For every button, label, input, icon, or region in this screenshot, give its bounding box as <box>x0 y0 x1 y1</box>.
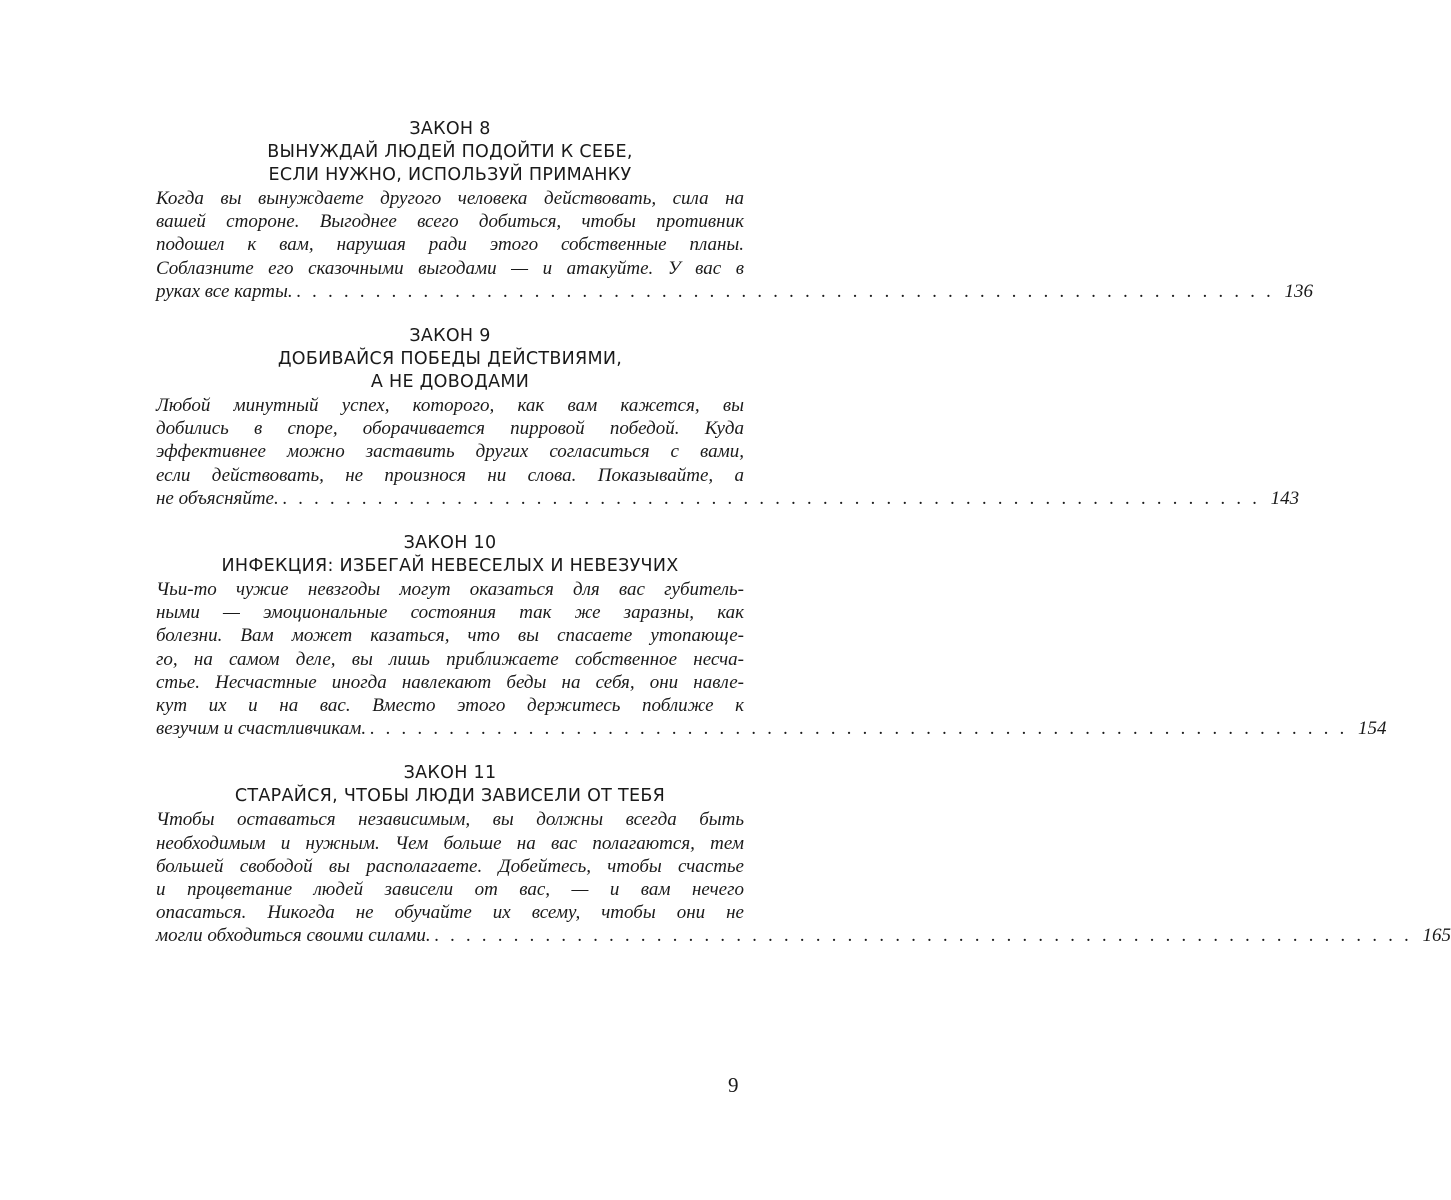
law-description <box>156 808 1451 947</box>
entry-page-number: 143 <box>1270 487 1300 509</box>
law-11-entry <box>156 762 1451 947</box>
description-line: стье. Несчастные иногда навлекают беды на себя, они навле- <box>156 671 744 693</box>
law-title: СТАРАЙСЯ, ЧТОБЫ ЛЮДИ ЗАВИСЕЛИ ОТ ТЕБЯ <box>234 786 666 807</box>
entry-page-number: 136 <box>1284 280 1314 302</box>
law-title: ЕСЛИ НУЖНО, ИСПОЛЬЗУЙ ПРИМАНКУ <box>268 165 632 185</box>
description-line: большей свободой вы располагаете. Добейтесь, чтобы счастье <box>156 855 744 877</box>
entry-page-number: 154 <box>1357 718 1387 740</box>
law-title: ВЫНУЖДАЙ ЛЮДЕЙ ПОДОЙТИ К СЕБЕ, <box>267 142 633 162</box>
description-line: кут их и на вас. Вместо этого держитесь поближе к <box>156 695 744 717</box>
law-8-entry <box>156 118 1314 303</box>
description-line: везучим и счастливчикам. <box>156 718 367 740</box>
law-number: ЗАКОН 9 <box>409 326 491 347</box>
description-last-line <box>156 717 1387 740</box>
description-line: и процветание людей зависели от вас, — и вам нечего <box>156 879 744 901</box>
description-line: не объясняйте. <box>156 487 279 509</box>
law-description <box>156 578 1387 740</box>
law-title: А НЕ ДОВОДАМИ <box>370 372 530 393</box>
description-line: необходимым и нужным. Чем больше на вас полагаются, тем <box>156 832 744 854</box>
description-line: подошел к вам, нарушая ради этого собственные планы. <box>156 234 744 256</box>
description-line: Соблазните его сказочными выгодами — и атакуйте. У вас в <box>156 257 744 279</box>
entry-page-number: 165 <box>1422 925 1451 947</box>
law-number: ЗАКОН 8 <box>409 119 491 139</box>
description-line: руках все карты. <box>156 280 293 302</box>
description-line: Чтобы оставаться независимым, вы должны всегда быть <box>156 809 744 831</box>
page-number: 9 <box>728 1073 739 1097</box>
description-line: добились в споре, оборачивается пирровой победой. Куда <box>156 418 744 440</box>
law-description <box>156 187 1314 303</box>
description-line: го, на самом деле, вы лишь приближаете собственное несча- <box>156 648 744 670</box>
law-number: ЗАКОН 10 <box>403 533 497 554</box>
description-line: эффективнее можно заставить других согласиться с вами, <box>156 441 744 463</box>
law-title: ДОБИВАЙСЯ ПОБЕДЫ ДЕЙСТВИЯМИ, <box>277 349 623 370</box>
law-description <box>156 394 1300 510</box>
description-last-line <box>156 280 1314 303</box>
description-last-line <box>156 924 1451 947</box>
leader-dots: . . . . . . . . . . . . . . . . . . . . . . . . . . . . . . . . . . . . . . . . . . . . . . . . . . . . . . . . . . . . . . <box>282 487 1261 509</box>
table-of-contents <box>156 118 1451 948</box>
description-line: болезни. Вам может казаться, что вы спасаете утопающе- <box>156 625 744 647</box>
description-line: опасаться. Никогда не обучайте их всему, чтобы они не <box>156 902 744 924</box>
leader-dots: . . . . . . . . . . . . . . . . . . . . . . . . . . . . . . . . . . . . . . . . . . . . . . . . . . . . . . . . . . . . . . <box>296 280 1275 302</box>
description-line: Когда вы вынуждаете другого человека действовать, сила на <box>156 188 744 209</box>
description-line: Чьи-то чужие невзгоды могут оказаться для вас губитель- <box>156 579 744 601</box>
description-line: ными — эмоциональные состояния так же заразны, как <box>156 602 744 624</box>
leader-dots: . . . . . . . . . . . . . . . . . . . . . . . . . . . . . . . . . . . . . . . . . . . . . . . . . . . . . . . . . . . . . . <box>370 718 1348 740</box>
description-last-line <box>156 487 1300 510</box>
law-title: ИНФЕКЦИЯ: ИЗБЕГАЙ НЕВЕСЕЛЫХ И НЕВЕЗУЧИХ <box>221 556 679 577</box>
description-line: могли обходиться своими силами. <box>156 925 431 947</box>
description-line: Любой минутный успех, которого, как вам кажется, вы <box>156 395 744 417</box>
description-line: вашей стороне. Выгоднее всего добиться, чтобы противник <box>156 211 744 233</box>
description-line: если действовать, не произнося ни слова. Показывайте, а <box>156 464 744 486</box>
law-10-entry <box>156 532 1387 740</box>
law-number: ЗАКОН 11 <box>403 763 497 784</box>
leader-dots: . . . . . . . . . . . . . . . . . . . . . . . . . . . . . . . . . . . . . . . . . . . . . . . . . . . . . . . . . . . . . . <box>434 925 1413 947</box>
law-9-entry <box>156 325 1300 510</box>
